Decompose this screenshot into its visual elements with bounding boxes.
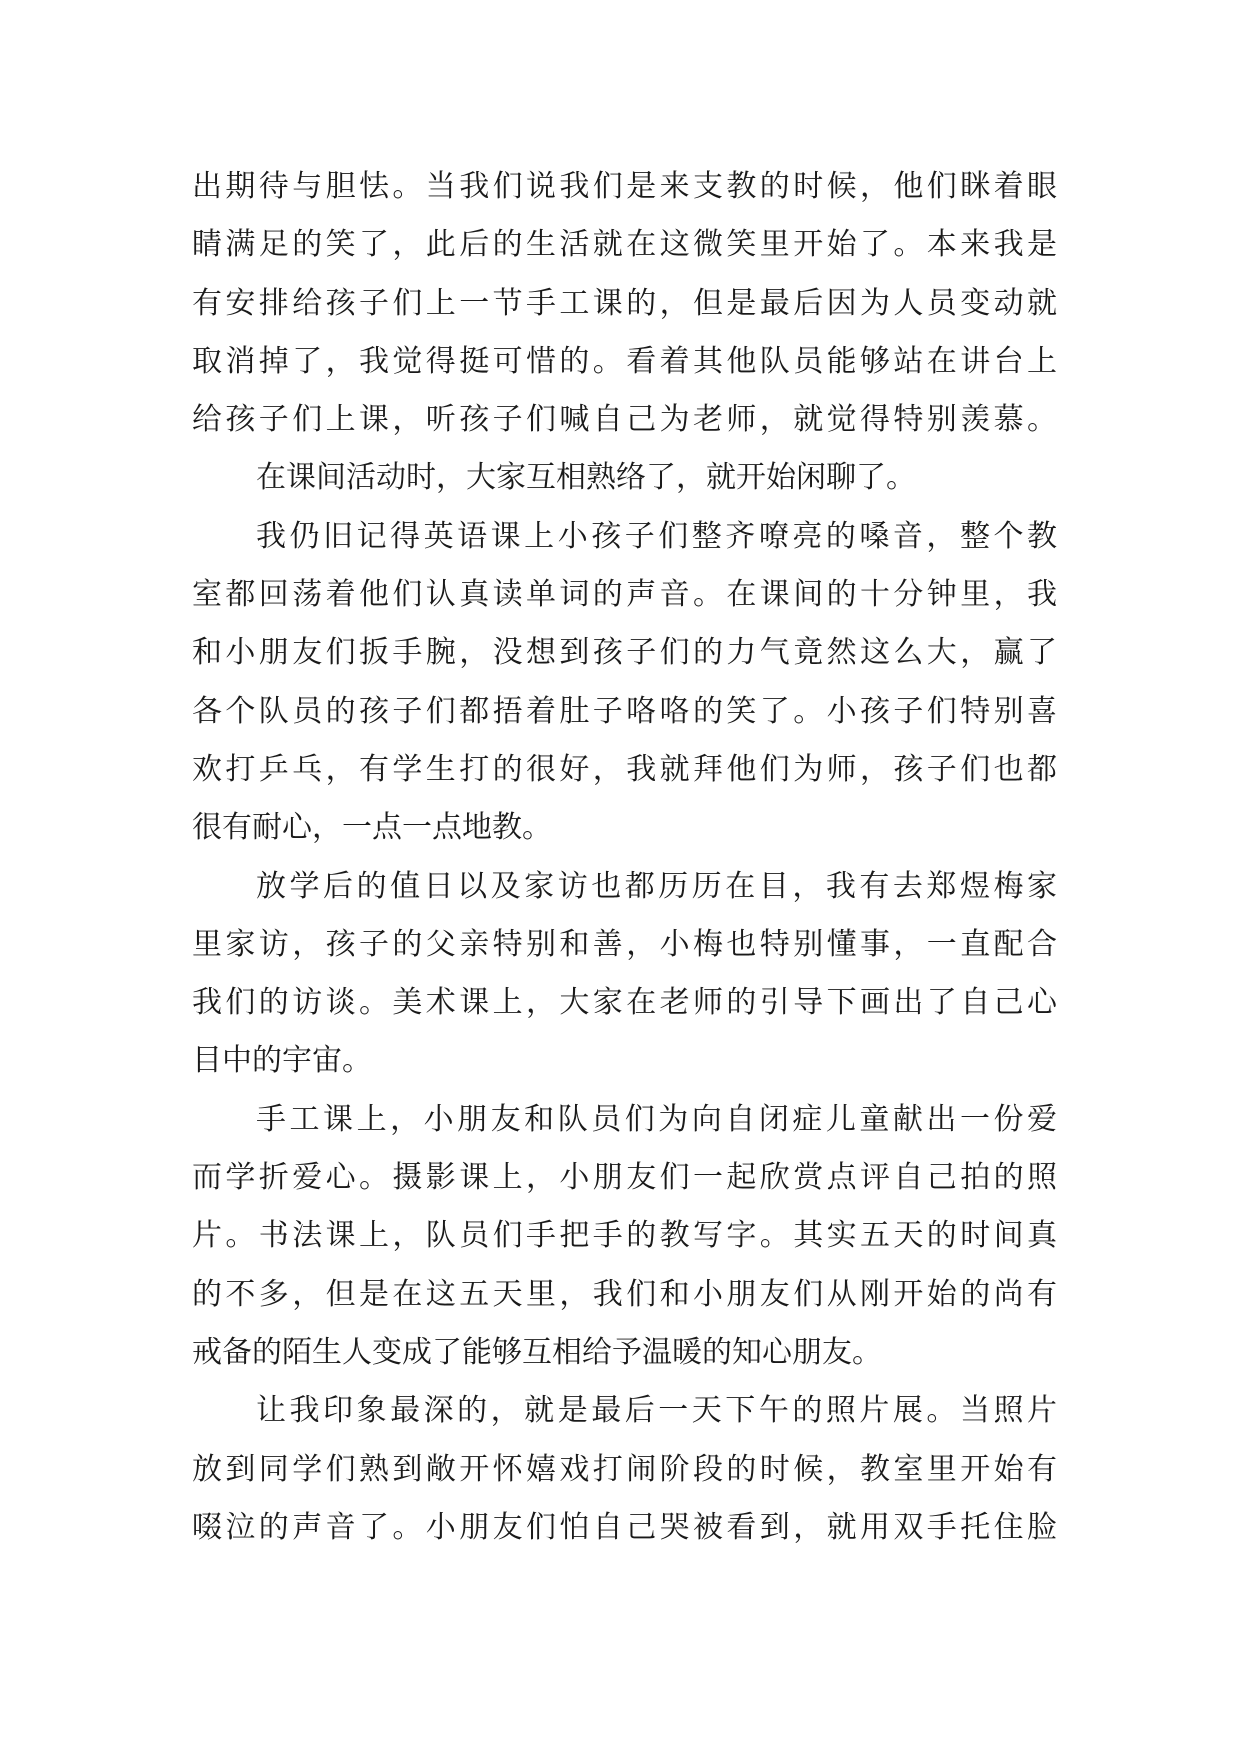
text-line: 我仍旧记得英语课上小孩子们整齐嘹亮的嗓音，整个教	[256, 518, 1057, 554]
text-line: 戒备的陌生人变成了能够互相给予温暖的知心朋友。	[192, 1334, 882, 1370]
text-line: 放学后的值日以及家访也都历历在目，我有去郑煜梅家	[256, 868, 1057, 904]
text-line: 取消掉了，我觉得挺可惜的。看着其他队员能够站在讲台上	[192, 343, 1057, 379]
text-line: 让我印象最深的，就是最后一天下午的照片展。当照片	[256, 1393, 1057, 1429]
text-line: 手工课上，小朋友和队员们为向自闭症儿童献出一份爱	[256, 1101, 1057, 1137]
text-line: 很有耐心，一点一点地教。	[192, 810, 552, 846]
text-line: 啜泣的声音了。小朋友们怕自己哭被看到，就用双手托住脸	[192, 1509, 1057, 1545]
text-line: 放到同学们熟到敞开怀嬉戏打闹阶段的时候，教室里开始有	[192, 1451, 1057, 1487]
text-line: 有安排给孩子们上一节手工课的，但是最后因为人员变动就	[192, 285, 1057, 321]
text-line: 睛满足的笑了，此后的生活就在这微笑里开始了。本来我是	[192, 227, 1057, 263]
text-line: 的不多，但是在这五天里，我们和小朋友们从刚开始的尚有	[192, 1276, 1057, 1312]
text-line: 室都回荡着他们认真读单词的声音。在课间的十分钟里，我	[192, 577, 1057, 613]
text-line: 目中的宇宙。	[192, 1043, 372, 1079]
text-line: 里家访，孩子的父亲特别和善，小梅也特别懂事，一直配合	[192, 926, 1057, 962]
text-line: 给孩子们上课，听孩子们喊自己为老师，就觉得特别羡慕。	[192, 402, 1057, 438]
document-body	[192, 158, 1057, 1557]
text-line: 在课间活动时，大家互相熟络了，就开始闲聊了。	[256, 460, 916, 496]
text-line: 我们的访谈。美术课上，大家在老师的引导下画出了自己心	[192, 985, 1057, 1021]
text-line: 和小朋友们扳手腕，没想到孩子们的力气竟然这么大，赢了	[192, 635, 1057, 671]
text-line: 而学折爱心。摄影课上，小朋友们一起欣赏点评自己拍的照	[192, 1160, 1057, 1196]
text-line: 片。书法课上，队员们手把手的教写字。其实五天的时间真	[192, 1218, 1057, 1254]
text-line: 各个队员的孩子们都捂着肚子咯咯的笑了。小孩子们特别喜	[192, 693, 1057, 729]
text-line: 出期待与胆怯。当我们说我们是来支教的时候，他们眯着眼	[192, 169, 1057, 204]
text-line: 欢打乒乓，有学生打的很好，我就拜他们为师，孩子们也都	[192, 751, 1057, 787]
